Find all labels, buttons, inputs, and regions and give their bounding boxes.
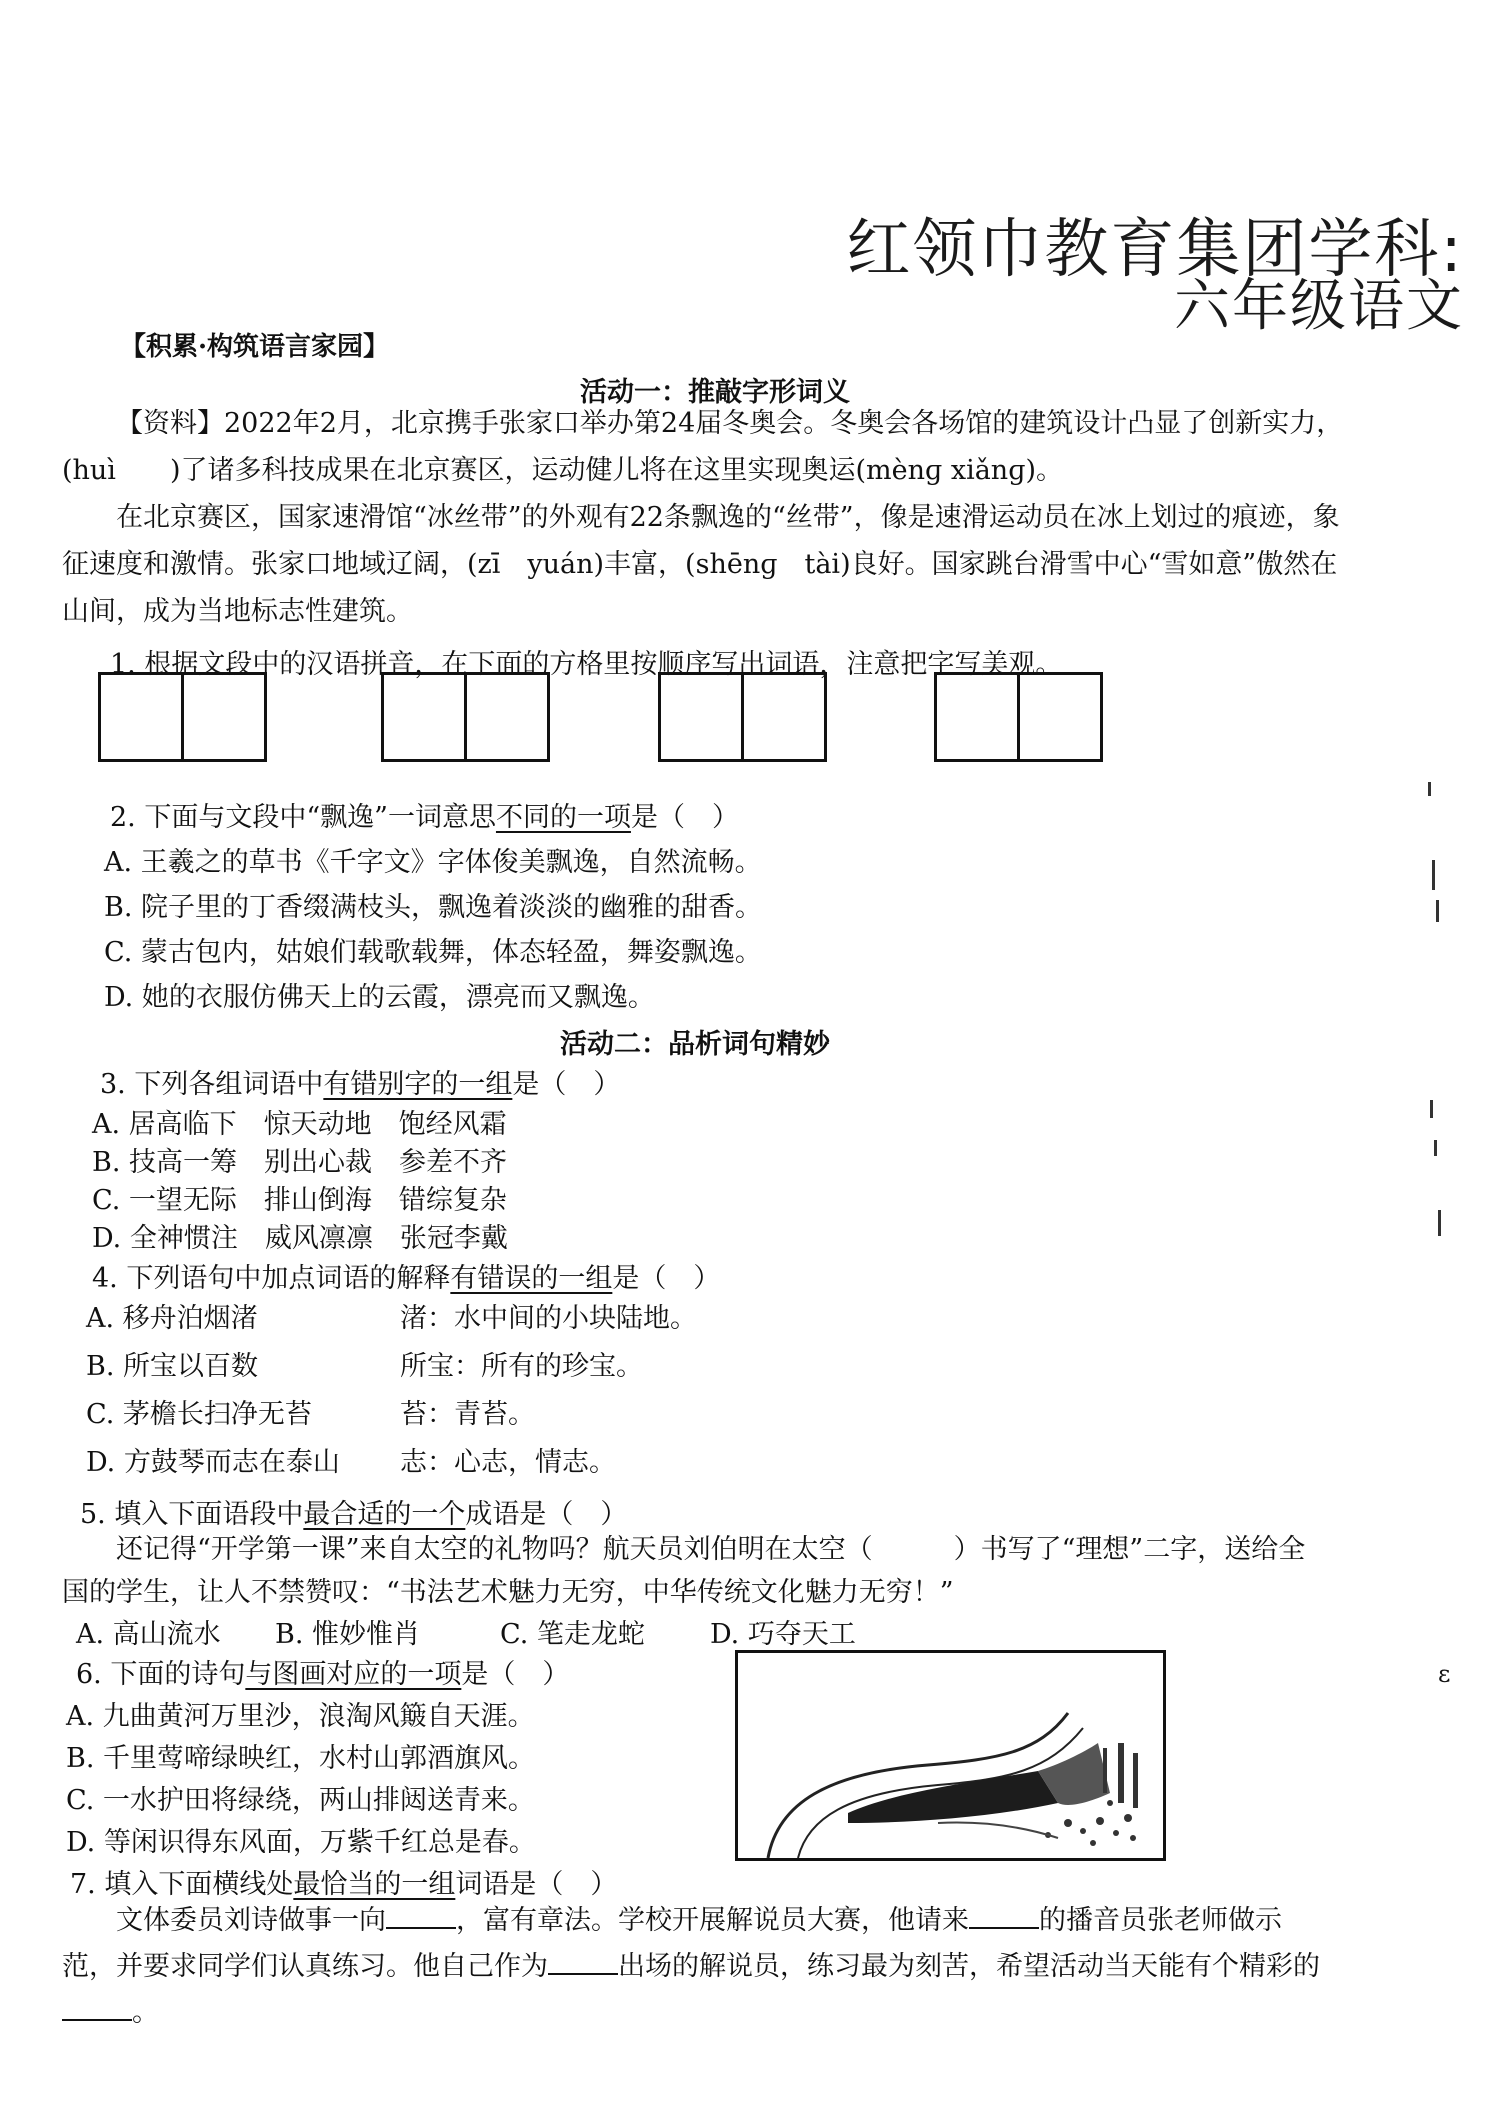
answer-cell[interactable] <box>1017 675 1100 759</box>
answer-cell[interactable] <box>937 675 1017 759</box>
q6-stem-pre: 6. 下面的诗句 <box>76 1659 246 1690</box>
q2-option-d: D. 她的衣服仿佛天上的云霞，漂亮而又飘逸。 <box>104 982 655 1013</box>
q4-option-d-sentence: D. 方鼓琴而志在泰山 <box>86 1447 340 1478</box>
river-field-illustration <box>738 1653 1163 1858</box>
q3-stem-pre: 3. 下列各组词语中 <box>100 1069 324 1100</box>
q7-stem-key: 最恰当的一组 <box>293 1869 456 1900</box>
q4-option-b-explain: 所宝：所有的珍宝。 <box>400 1351 643 1382</box>
question-7-stem <box>70 1862 617 1901</box>
q4-stem-key: 有错误的一组 <box>450 1263 613 1294</box>
q4-option-c-explain: 苔：青苔。 <box>400 1399 535 1430</box>
answer-cell[interactable] <box>181 675 264 759</box>
q7-stem-pre: 7. 填入下面横线处 <box>70 1869 294 1900</box>
q5-stem-key: 最合适的一个 <box>303 1499 466 1530</box>
activity2-title: 活动二：品析词句精妙 <box>560 1029 830 1060</box>
q3-option-d: D. 全神惯注 威风凛凛 张冠李戴 <box>92 1223 508 1254</box>
answer-cell[interactable] <box>384 675 464 759</box>
q7-part-1: 文体委员刘诗做事一向 <box>116 1905 386 1936</box>
scan-speck <box>1436 900 1439 922</box>
material-passage <box>62 400 1352 635</box>
q7-part-2: ，富有章法。学校开展解说员大赛，他请来 <box>456 1905 969 1936</box>
q7-part-3: 的播音员张老师做示范，并要求同学们认真练习。他自己作为 <box>62 1905 1282 1982</box>
q4-stem-post: 是（ ） <box>612 1263 721 1294</box>
q6-stem-post: 是（ ） <box>461 1659 570 1690</box>
answer-boxes <box>98 672 1098 760</box>
scan-speck <box>1434 1140 1437 1156</box>
question-6-stem <box>76 1652 569 1691</box>
answer-box-group-1[interactable] <box>98 672 267 762</box>
q2-stem-key: 不同的一项 <box>495 802 631 833</box>
q6-option-d: D. 等闲识得东风面，万紫千红总是春。 <box>66 1827 536 1858</box>
q5-option-c: C. 笔走龙蛇 <box>500 1619 645 1650</box>
question-4-stem <box>92 1256 720 1295</box>
question-2-stem <box>110 795 739 834</box>
q5-option-d: D. 巧夺天工 <box>710 1619 856 1650</box>
q3-option-c: C. 一望无际 排山倒海 错综复杂 <box>92 1185 507 1216</box>
q4-option-b-sentence: B. 所宝以百数 <box>86 1351 259 1382</box>
header-title-line1: 红领巾教育集团学科: <box>846 213 1464 287</box>
question-5-stem <box>80 1492 627 1531</box>
margin-mark: ε <box>1438 1660 1451 1688</box>
q7-blank-4[interactable] <box>62 1993 132 2021</box>
answer-box-group-3[interactable] <box>658 672 827 762</box>
answer-cell[interactable] <box>741 675 824 759</box>
q7-blank-2[interactable] <box>969 1901 1039 1929</box>
q5-stem-post: 成语是（ ） <box>465 1499 628 1530</box>
material-paragraph-2: 在北京赛区，国家速滑馆“冰丝带”的外观有22条飘逸的“丝带”，像是速滑运动员在冰上划过的痕迹，象征速度和激情。张家口地域辽阔，(zī yuán)丰富，(shēnɡ tài)良好。国家跳台滑雪中心“雪如意”傲然在山间，成为当地标志性建筑。 <box>62 502 1340 627</box>
activity1-title: 活动一：推敲字形词义 <box>580 377 850 408</box>
q3-stem-key: 有错别字的一组 <box>323 1069 513 1100</box>
q6-option-c: C. 一水护田将绿绕，两山排闼送青来。 <box>66 1785 535 1816</box>
q2-stem-post: 是（ ） <box>630 802 739 833</box>
q7-stem-post: 词语是（ ） <box>455 1869 618 1900</box>
q6-option-a: A. 九曲黄河万里沙，浪淘风簸自天涯。 <box>66 1701 535 1732</box>
q7-passage <box>62 1898 1332 2036</box>
q5-option-a: A. 高山流水 <box>76 1619 221 1650</box>
q2-option-b: B. 院子里的丁香缀满枝头，飘逸着淡淡的幽雅的甜香。 <box>104 892 763 923</box>
answer-cell[interactable] <box>661 675 741 759</box>
q3-option-b: B. 技高一筹 别出心裁 参差不齐 <box>92 1147 508 1178</box>
q2-stem-pre: 2. 下面与文段中“飘逸”一词意思 <box>110 802 496 833</box>
q7-part-4: 出场的解说员，练习最为刻苦，希望活动当天能有个精彩的 <box>618 1951 1320 1982</box>
question-3-stem <box>100 1062 620 1101</box>
q6-option-b: B. 千里莺啼绿映红，水村山郭酒旗风。 <box>66 1743 536 1774</box>
q2-option-c: C. 蒙古包内，姑娘们载歌载舞，体态轻盈，舞姿飘逸。 <box>104 937 762 968</box>
material-paragraph-1: 【资料】2022年2月，北京携手张家口举办第24届冬奥会。冬奥会各场馆的建筑设计凸显了创新实力，(huì )了诸多科技成果在北京赛区，运动健儿将在这里实现奥运(mènɡ xiǎnɡ)。 <box>62 408 1344 486</box>
scan-speck <box>1432 860 1435 890</box>
answer-box-group-4[interactable] <box>934 672 1103 762</box>
section-title: 【积累·构筑语言家园】 <box>120 332 390 362</box>
scan-speck <box>1438 1210 1441 1236</box>
q7-blank-3[interactable] <box>548 1947 618 1975</box>
q4-option-a-explain: 渚：水中间的小块陆地。 <box>400 1303 697 1334</box>
q2-option-a: A. 王羲之的草书《千字文》字体俊美飘逸，自然流畅。 <box>104 847 762 878</box>
q7-part-5: 。 <box>132 1997 159 2028</box>
q4-option-c-sentence: C. 茅檐长扫净无苔 <box>86 1399 312 1430</box>
q4-option-a-sentence: A. 移舟泊烟渚 <box>86 1303 258 1334</box>
q6-stem-key: 与图画对应的一项 <box>245 1659 462 1690</box>
header-title-line2: 六年级语文 <box>1174 274 1464 339</box>
q3-stem-post: 是（ ） <box>512 1069 621 1100</box>
q3-option-a: A. 居高临下 惊天动地 饱经风霜 <box>92 1109 507 1140</box>
q5-passage: 还记得“开学第一课”来自太空的礼物吗？航天员刘伯明在太空（ ）书写了“理想”二字，送给全国的学生，让人不禁赞叹：“书法艺术魅力无穷，中华传统文化魅力无穷！” <box>62 1534 1306 1608</box>
answer-cell[interactable] <box>464 675 547 759</box>
q5-option-b: B. 惟妙惟肖 <box>275 1619 421 1650</box>
q7-blank-1[interactable] <box>386 1901 456 1929</box>
scan-speck <box>1428 782 1431 796</box>
answer-box-group-2[interactable] <box>381 672 550 762</box>
answer-cell[interactable] <box>101 675 181 759</box>
question-1: 1. 根据文段中的汉语拼音，在下面的方格里按顺序写出词语，注意把字写美观。 <box>110 649 1063 680</box>
q5-stem-pre: 5. 填入下面语段中 <box>80 1499 304 1530</box>
question-6-picture <box>735 1650 1166 1861</box>
q4-stem-pre: 4. 下列语句中加点词语的解释 <box>92 1263 451 1294</box>
scan-speck <box>1430 1100 1433 1118</box>
q4-option-d-explain: 志：心志，情志。 <box>400 1447 616 1478</box>
